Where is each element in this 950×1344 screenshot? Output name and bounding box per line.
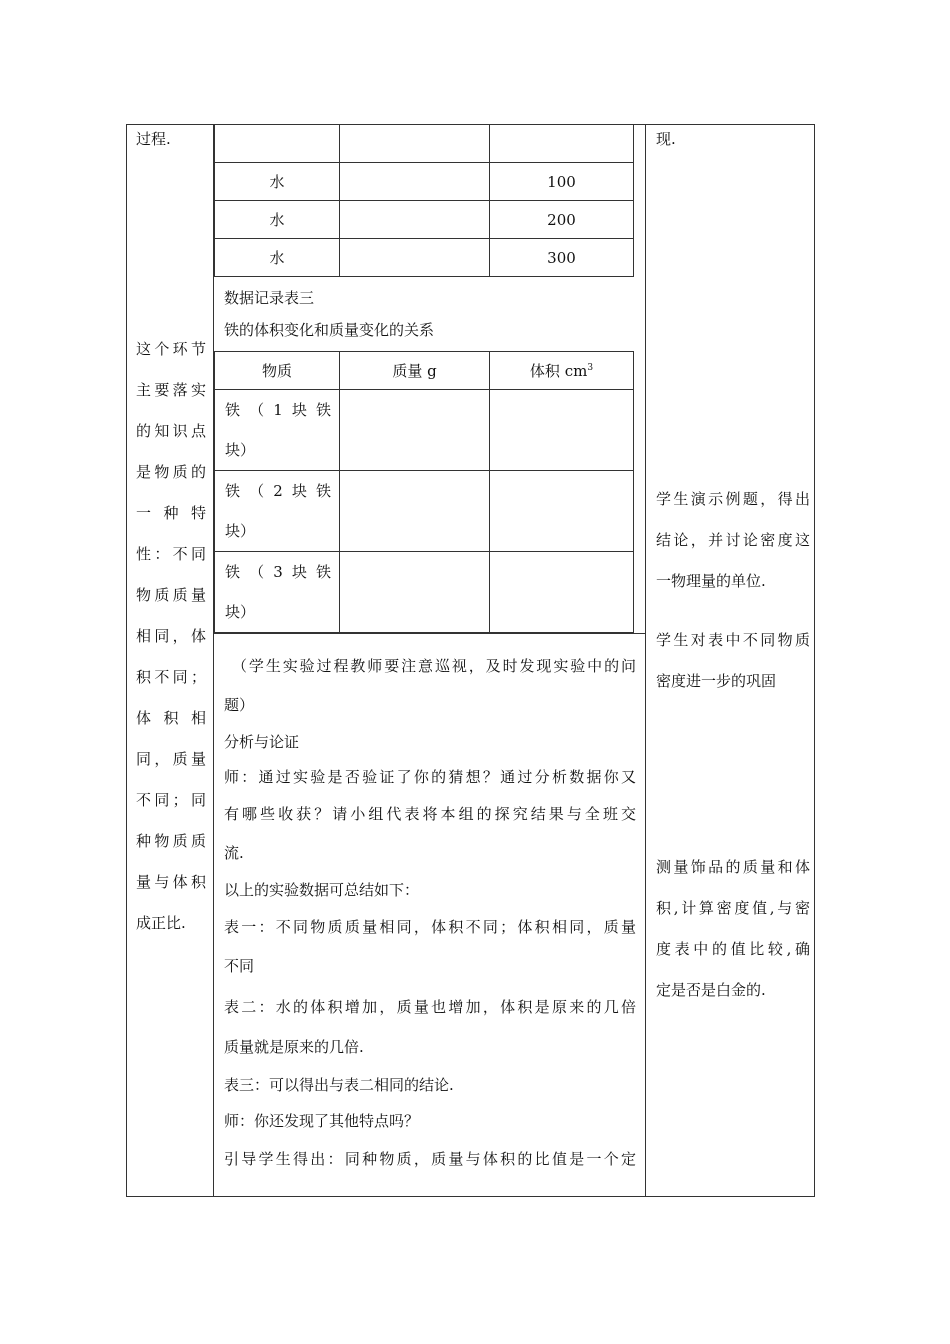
table-row: 水 100 xyxy=(215,163,634,201)
section-divider xyxy=(214,633,646,634)
student-activity-block-3: 测量饰品的质量和体 积,计算密度值,与密 度表中的值比较,确 定是否是白金的. xyxy=(656,858,810,999)
header-substance: 物质 xyxy=(215,352,340,390)
table-three-caption: 数据记录表三 xyxy=(224,289,315,307)
right-top-text: 现. xyxy=(656,130,676,148)
data-table-two xyxy=(214,124,634,277)
student-activity-block-1: 学生演示例题，得出 结论，并讨论密度这 一物理量的单位. xyxy=(656,490,810,590)
design-intent-column xyxy=(127,125,214,1196)
table-row: 铁（1块铁 块） xyxy=(215,390,634,471)
table-row: 水 200 xyxy=(215,201,634,239)
process-text: （学生实验过程教师要注意巡视，及时发现实验中的问 题） 分析与论证 师：通过实验是否验证了你的猜想？通过分析数据你又 有哪些收获？请小组代表将本组的探究结果与全班交 流. 以上的实验数据可总结如下： 表一：不同物质质量相同，体积不同；体积相同，质量 不同 表二：水的体积增加，质量也增加，体积是原来的几倍 质量就是原来的几倍. 表三：可以得出与表二相同的结论. 师：你还发现了其他特点吗？ 引导学生得出：同种物质，质量与体积的比值是一个定 xyxy=(224,657,636,1168)
student-activity-block-2: 学生对表中不同物质 密度进一步的巩固 xyxy=(656,631,810,690)
table-row: 铁（3块铁 块） xyxy=(215,552,634,633)
table-header-row xyxy=(215,352,634,390)
table-row: 铁（2块铁 块） xyxy=(215,471,634,552)
header-mass: 质量 g xyxy=(340,352,490,390)
table-three-subtitle: 铁的体积变化和质量变化的关系 xyxy=(224,321,435,339)
table-row: 水 300 xyxy=(215,239,634,277)
table-row xyxy=(215,125,634,163)
lesson-plan-table xyxy=(126,124,815,1197)
header-volume: 体积 $cm^3$ xyxy=(490,352,634,390)
teaching-process-column xyxy=(214,125,646,1196)
left-top-text: 过程. xyxy=(136,130,171,148)
knowledge-point-text: 这个环节 主要落实 的知识点 是物质的 一种特 性：不同 物质质量 相同，体 积不同； 体积相 同，质量 不同；同 种物质质 量与体积 成正比. xyxy=(136,340,206,932)
student-activity-column xyxy=(646,125,816,1196)
data-table-three xyxy=(214,351,634,633)
analysis-heading: 分析与论证 xyxy=(224,733,300,751)
